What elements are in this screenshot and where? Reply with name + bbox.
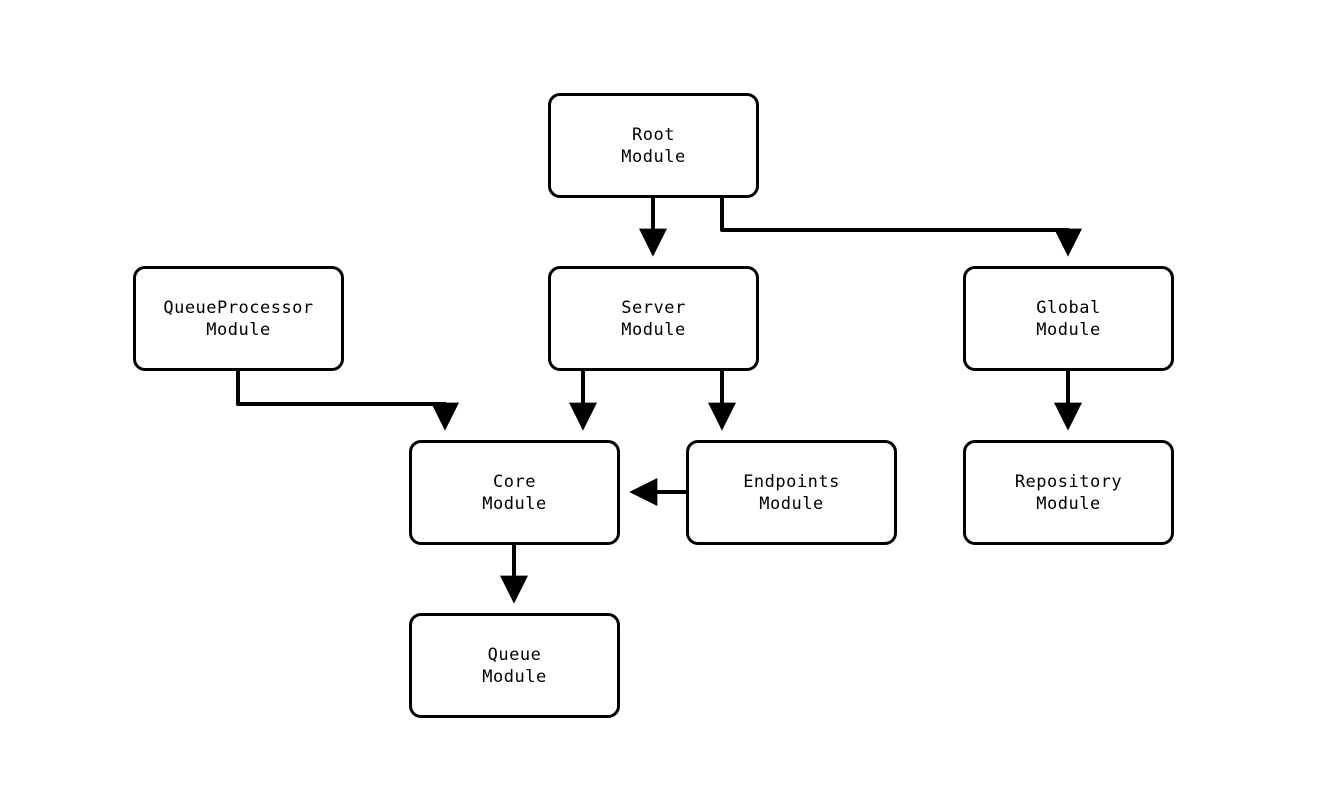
- node-repository-module[interactable]: [963, 440, 1174, 545]
- node-root-module-line2: Module: [621, 146, 686, 167]
- node-global-module-line2: Module: [1036, 319, 1101, 340]
- node-core-module-line2: Module: [482, 493, 547, 514]
- node-global-module[interactable]: [963, 266, 1174, 371]
- node-endpoints-module-line1: Endpoints: [743, 471, 840, 492]
- node-queueprocessor-module[interactable]: [133, 266, 344, 371]
- node-server-module-line1: Server: [621, 297, 686, 318]
- node-queueprocessor-module-line2: Module: [206, 319, 271, 340]
- node-queue-module[interactable]: [409, 613, 620, 718]
- node-global-module-line1: Global: [1036, 297, 1101, 318]
- node-core-module[interactable]: [409, 440, 620, 545]
- node-root-module[interactable]: [548, 93, 759, 198]
- node-root-module-line1: Root: [632, 124, 675, 145]
- node-server-module[interactable]: [548, 266, 759, 371]
- node-repository-module-line1: Repository: [1014, 471, 1123, 492]
- node-repository-module-line2: Module: [1036, 493, 1101, 514]
- node-core-module-line1: Core: [493, 471, 536, 492]
- node-queueprocessor-module-line1: QueueProcessor: [163, 297, 314, 318]
- edge-root-to-global: [722, 198, 1068, 252]
- node-server-module-line2: Module: [621, 319, 686, 340]
- node-queue-module-line2: Module: [482, 666, 547, 687]
- edge-queueprocessor-to-core: [238, 371, 445, 426]
- node-endpoints-module-line2: Module: [759, 493, 824, 514]
- node-endpoints-module[interactable]: [686, 440, 897, 545]
- node-queue-module-line1: Queue: [487, 644, 542, 665]
